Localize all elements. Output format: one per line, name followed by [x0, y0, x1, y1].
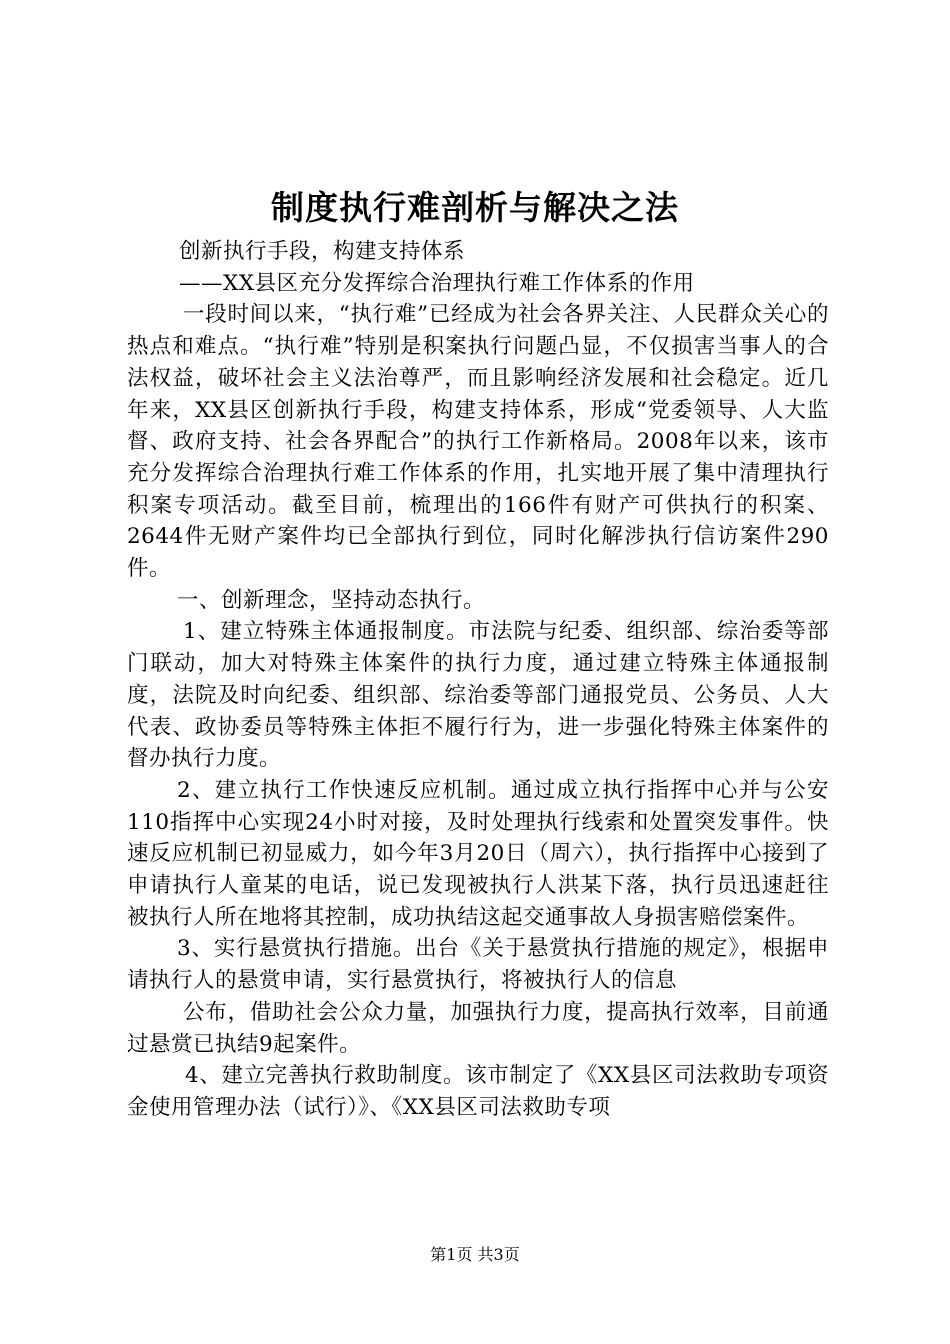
page-footer: 第1页 共3页 [430, 1245, 520, 1264]
document-title: 制度执行难剖析与解决之法 [271, 188, 679, 227]
paragraph-item-3-continued: 公布，借助社会公众力量，加强执行力度，提高执行效率，目前通过悬赏已执结9起案件。 [127, 999, 829, 1057]
paragraph-intro: 一段时间以来，“执行难”已经成为社会各界关注、人民群众关心的热点和难点。“执行难”特别是积案执行问题凸显，不仅损害当事人的合法权益，破坏社会主义法治尊严，而且影响经济发展和社会稳定。近几年来，XX县区创新执行手段，构建支持体系，形成“党委领导、人大监督、政府支持、社会各界配合”的执行工作新格局。2008年以来，该市充分发挥综合治理执行难工作体系的作用，扎实地开展了集中清理执行积案专项活动。截至目前，梳理出的166件有财产可供执行的积案、2644件无财产案件均已全部执行到位，同时化解涉执行信访案件290件。 [127, 302, 829, 582]
subtitle-dash-line: ——XX县区充分发挥综合治理执行难工作体系的作用 [179, 270, 695, 296]
document-body [127, 236, 829, 1124]
paragraph-item-3: 3、实行悬赏执行措施。出台《关于悬赏执行措施的规定》，根据申请执行人的悬赏申请，实行悬赏执行，将被执行人的信息 [127, 936, 829, 994]
section-heading: 一、创新理念，坚持动态执行。 [177, 587, 486, 613]
paragraph-item-4: 4、建立完善执行救助制度。该市制定了《XX县区司法救助专项资金使用管理办法（试行）》、《XX县区司法救助专项 [127, 1063, 829, 1120]
paragraph-item-1: 1、建立特殊主体通报制度。市法院与纪委、组织部、综治委等部门联动，加大对特殊主体案件的执行力度，通过建立特殊主体通报制度，法院及时向纪委、组织部、综治委等部门通报党员、公务员、人大代表、政协委员等特殊主体拒不履行行为，进一步强化特殊主体案件的督办执行力度。 [127, 619, 829, 772]
subtitle-line: 创新执行手段，构建支持体系 [179, 239, 466, 264]
paragraph-item-2: 2、建立执行工作快速反应机制。通过成立执行指挥中心并与公安110指挥中心实现24小时对接，及时处理执行线索和处置突发事件。快速反应机制已初显威力，如今年3月20日（周六），执行指挥中心接到了申请执行人童某的电话，说已发现被执行人洪某下落，执行员迅速赶往被执行人所在地将其控制，成功执结这起交通事故人身损害赔偿案件。 [127, 777, 829, 930]
